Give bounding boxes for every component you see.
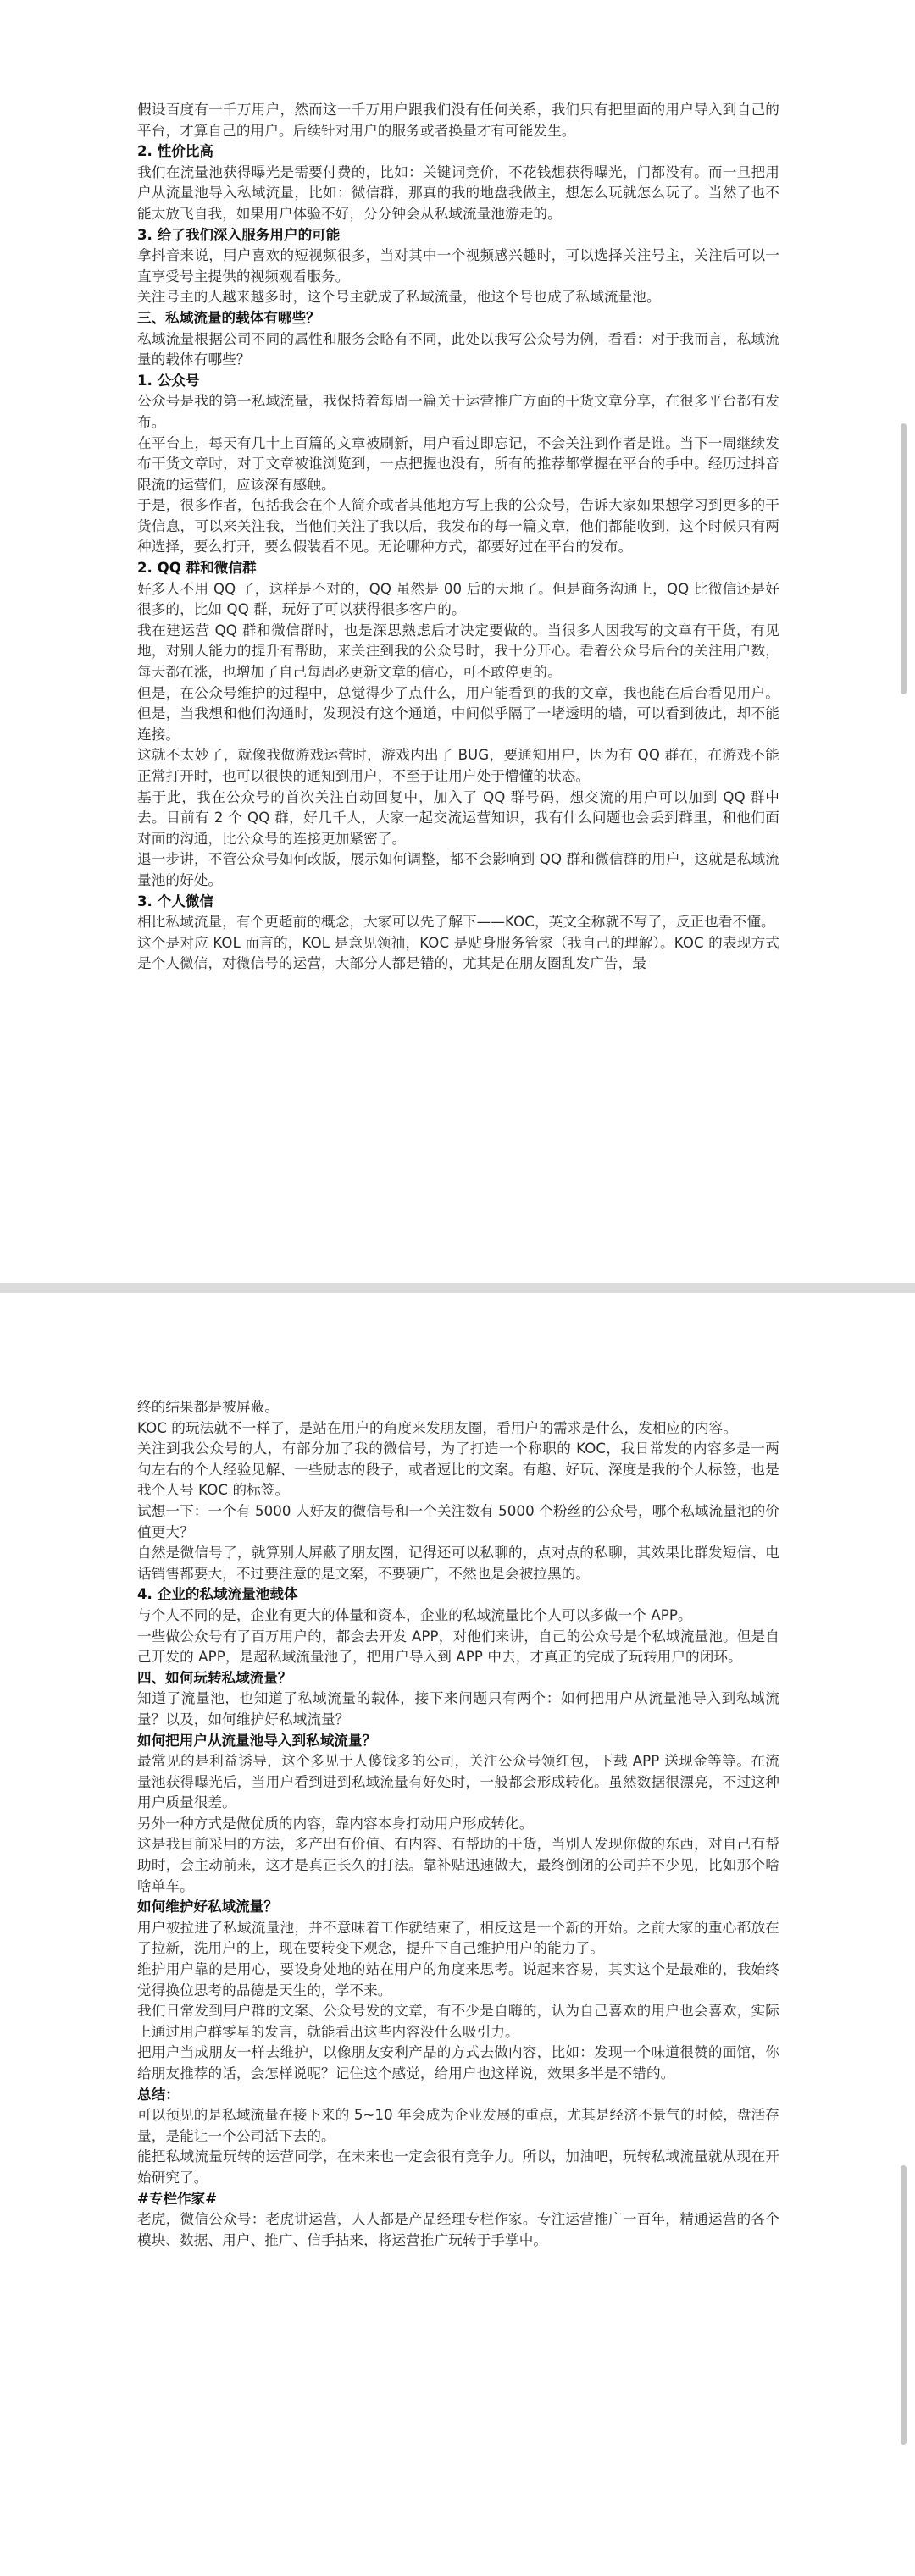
section-heading: 2. 性价比高 <box>137 143 214 160</box>
paragraph: 用户被拉进了私域流量池，并不意味着工作就结束了，相反这是一个新的开始。之前大家的重心都放在了拉新，洗用户的上，现在要转变下观念，提升下自己维护用户的能力了。 <box>137 1919 779 1957</box>
paragraph: 这是我目前采用的方法，多产出有价值、有内容、有帮助的干货，当别人发现你做的东西，对自己有帮助时，会主动前来，这才是真正长久的打法。靠补贴迅速做大，最终倒闭的公司并不少见，比如那个啥啥单车。 <box>137 1836 779 1894</box>
paragraph: 这个是对应 KOL 而言的，KOL 是意见领袖，KOC 是贴身服务管家（我自己的理解）。KOC 的表现方式是个人微信，对微信号的运营，大部分人都是错的，尤其是在朋友圈乱发广告，最 <box>137 934 779 972</box>
section-heading: 三、私域流量的载体有哪些？ <box>137 309 320 326</box>
article-body-2 <box>137 1397 779 2251</box>
paragraph: 终的结果都是被屏蔽。 <box>137 1399 279 1415</box>
section-heading: 如何把用户从流量池导入到私域流量？ <box>137 1732 377 1749</box>
scrollbar-thumb[interactable] <box>901 2165 907 2445</box>
section-heading: 3. 个人微信 <box>137 893 214 909</box>
paragraph: 另外一种方式是做优质的内容，靠内容本身打动用户形成转化。 <box>137 1815 534 1832</box>
paragraph: 老虎，微信公众号：老虎讲运营，人人都是产品经理专栏作家。专注运营推广一百年，精通运营的各个模块、数据、用户、推广、信手拈来，将运营推广玩转于手掌中。 <box>137 2211 779 2248</box>
article-page-1 <box>0 0 915 1283</box>
paragraph: 相比私域流量，有个更超前的概念，大家可以先了解下——KOC，英文全称就不写了，反正也看不懂。 <box>137 914 775 931</box>
paragraph: 基于此，我在公众号的首次关注自动回复中，加入了 QQ 群号码，想交流的用户可以加到 QQ 群中去。目前有 2 个 QQ 群，好几千人，大家一起交流运营知识，我有什么问题也会丢到群里，和他们面对面的沟通，比公众号的连接更加紧密了。 <box>137 788 779 847</box>
paragraph: 这就不太妙了，就像我做游戏运营时，游戏内出了 BUG，要通知用户，因为有 QQ 群在，在游戏不能正常打开时，也可以很快的通知到用户，不至于让用户处于懵懂的状态。 <box>137 747 779 784</box>
article-body-1 <box>137 100 779 975</box>
paragraph: 与个人不同的是，企业有更大的体量和资本，企业的私域流量比个人可以多做一个 APP。 <box>137 1606 692 1623</box>
paragraph: KOC 的玩法就不一样了，是站在用户的角度来发朋友圈，看用户的需求是什么，发相应的内容。 <box>137 1419 738 1436</box>
paragraph: 退一步讲，不管公众号如何改版，展示如何调整，都不会影响到 QQ 群和微信群的用户，这就是私域流量池的好处。 <box>137 851 779 888</box>
section-heading: 四、如何玩转私域流量？ <box>137 1669 292 1686</box>
paragraph: 把用户当成朋友一样去维护，以像朋友安利产品的方式去做内容，比如：发现一个味道很赞的面馆，你给朋友推荐的话，会怎样说呢？记住这个感觉，给用户也这样说，效果多半是不错的。 <box>137 2044 779 2081</box>
paragraph: 公众号是我的第一私域流量，我保持着每周一篇关于运营推广方面的干货文章分享，在很多平台都有发布。 <box>137 393 779 430</box>
paragraph: 试想一下：一个有 5000 人好友的微信号和一个关注数有 5000 个粉丝的公众号，哪个私域流量池的价值更大？ <box>137 1502 779 1540</box>
paragraph: 自然是微信号了，就算别人屏蔽了朋友圈，记得还可以私聊的，点对点的私聊，其效果比群发短信、电话销售都要大，不过要注意的是文案，不要硬广，不然也是会被拉黑的。 <box>137 1545 779 1582</box>
section-heading: 如何维护好私域流量？ <box>137 1899 278 1915</box>
section-heading: #专栏作家# <box>137 2190 218 2207</box>
paragraph: 可以预见的是私域流量在接下来的 5~10 年会成为企业发展的重点，尤其是经济不景气的时候，盘活存量，是能让一个公司活下去的。 <box>137 2107 779 2144</box>
paragraph: 我们日常发到用户群的文案、公众号发的文章，有不少是自嗨的，认为自己喜欢的用户也会喜欢，实际上通过用户群零星的发言，就能看出这些内容没什么吸引力。 <box>137 2003 779 2040</box>
article-page-2 <box>0 1293 915 2576</box>
paragraph: 我们在流量池获得曝光是需要付费的，比如：关键词竞价，不花钱想获得曝光，门都没有。而一旦把用户从流量池导入私域流量，比如：微信群，那真的我的地盘我做主，想怎么玩就怎么玩了。当然了也不能太放飞自我，如果用户体验不好，分分钟会从私域流量池游走的。 <box>137 163 779 222</box>
paragraph: 好多人不用 QQ 了，这样是不对的，QQ 虽然是 00 后的天地了。但是商务沟通上，QQ 比微信还是好很多的，比如 QQ 群，玩好了可以获得很多客户的。 <box>137 580 779 618</box>
page-divider <box>0 1283 915 1293</box>
paragraph: 维护用户靠的是用心，要设身处地的站在用户的角度来思考。说起来容易，其实这个是最难的，我始终觉得换位思考的品德是天生的，学不来。 <box>137 1961 779 1998</box>
paragraph: 关注到我公众号的人，有部分加了我的微信号，为了打造一个称职的 KOC，我日常发的内容多是一两句左右的个人经验见解、一些励志的段子，或者逗比的文案。有趣、好玩、深度是我的个人标签，也是我个人号 KOC 的标签。 <box>137 1440 779 1499</box>
paragraph: 能把私域流量玩转的运营同学，在未来也一定会很有竞争力。所以，加油吧，玩转私域流量就从现在开始研究了。 <box>137 2148 779 2186</box>
paragraph: 在平台上，每天有几十上百篇的文章被刷新，用户看过即忘记，不会关注到作者是谁。当下一周继续发布干货文章时，对于文章被谁浏览到，一点把握也没有，所有的推荐都掌握在平台的手中。经历过抖音限流的运营们，应该深有感触。 <box>137 434 779 493</box>
paragraph: 拿抖音来说，用户喜欢的短视频很多，当对其中一个视频感兴趣时，可以选择关注号主，关注后可以一直享受号主提供的视频观看服务。 <box>137 247 779 285</box>
section-heading: 1. 公众号 <box>137 372 200 389</box>
paragraph: 最常见的是利益诱导，这个多见于人傻钱多的公司，关注公众号领红包，下载 APP 送现金等等。在流量池获得曝光后，当用户看到进到私域流量有好处时，一般都会形成转化。虽然数据很漂亮，不过这种用户质量很差。 <box>137 1753 779 1811</box>
paragraph: 私域流量根据公司不同的属性和服务会略有不同，此处以我写公众号为例，看看：对于我而言，私域流量的载体有哪些？ <box>137 330 779 368</box>
paragraph: 知道了流量池，也知道了私域流量的载体，接下来问题只有两个：如何把用户从流量池导入到私域流量？以及，如何维护好私域流量？ <box>137 1690 779 1727</box>
section-heading: 2. QQ 群和微信群 <box>137 560 257 577</box>
paragraph: 于是，很多作者，包括我会在个人简介或者其他地方写上我的公众号，告诉大家如果想学习到更多的干货信息，可以来关注我，当他们关注了我以后，我发布的每一篇文章，他们都能收到，这个时候只有两种选择，要么打开，要么假装看不见。无论哪种方式，都要好过在平台的发布。 <box>137 497 779 556</box>
paragraph: 我在建运营 QQ 群和微信群时，也是深思熟虑后才决定要做的。当很多人因我写的文章有干货，有见地，对别人能力的提升有帮助，来关注到我的公众号时，我十分开心。看着公众号后台的关注用户数，每天都在涨，也增加了自己每周必更新文章的信心，可不敢停更的。 <box>137 622 779 681</box>
paragraph: 一些做公众号有了百万用户的，都会去开发 APP，对他们来讲，自己的公众号是个私域流量池。但是自己开发的 APP，是超私域流量池了，把用户导入到 APP 中去，才真正的完成了玩转用户的闭环。 <box>137 1628 779 1666</box>
paragraph: 假设百度有一千万用户，然而这一千万用户跟我们没有任何关系，我们只有把里面的用户导入到自己的平台，才算自己的用户。后续针对用户的服务或者换量才有可能发生。 <box>137 102 779 139</box>
section-heading: 总结： <box>137 2086 180 2103</box>
paragraph: 关注号主的人越来越多时，这个号主就成了私域流量，他这个号也成了私域流量池。 <box>137 289 661 306</box>
section-heading: 3. 给了我们深入服务用户的可能 <box>137 226 341 243</box>
section-heading: 4. 企业的私域流量池载体 <box>137 1586 298 1603</box>
paragraph: 但是，在公众号维护的过程中，总觉得少了点什么，用户能看到的我的文章，我也能在后台看见用户。但是，当我想和他们沟通时，发现没有这个通道，中间似乎隔了一堵透明的墙，可以看到彼此，却不能连接。 <box>137 684 779 743</box>
scrollbar-thumb[interactable] <box>901 423 907 694</box>
